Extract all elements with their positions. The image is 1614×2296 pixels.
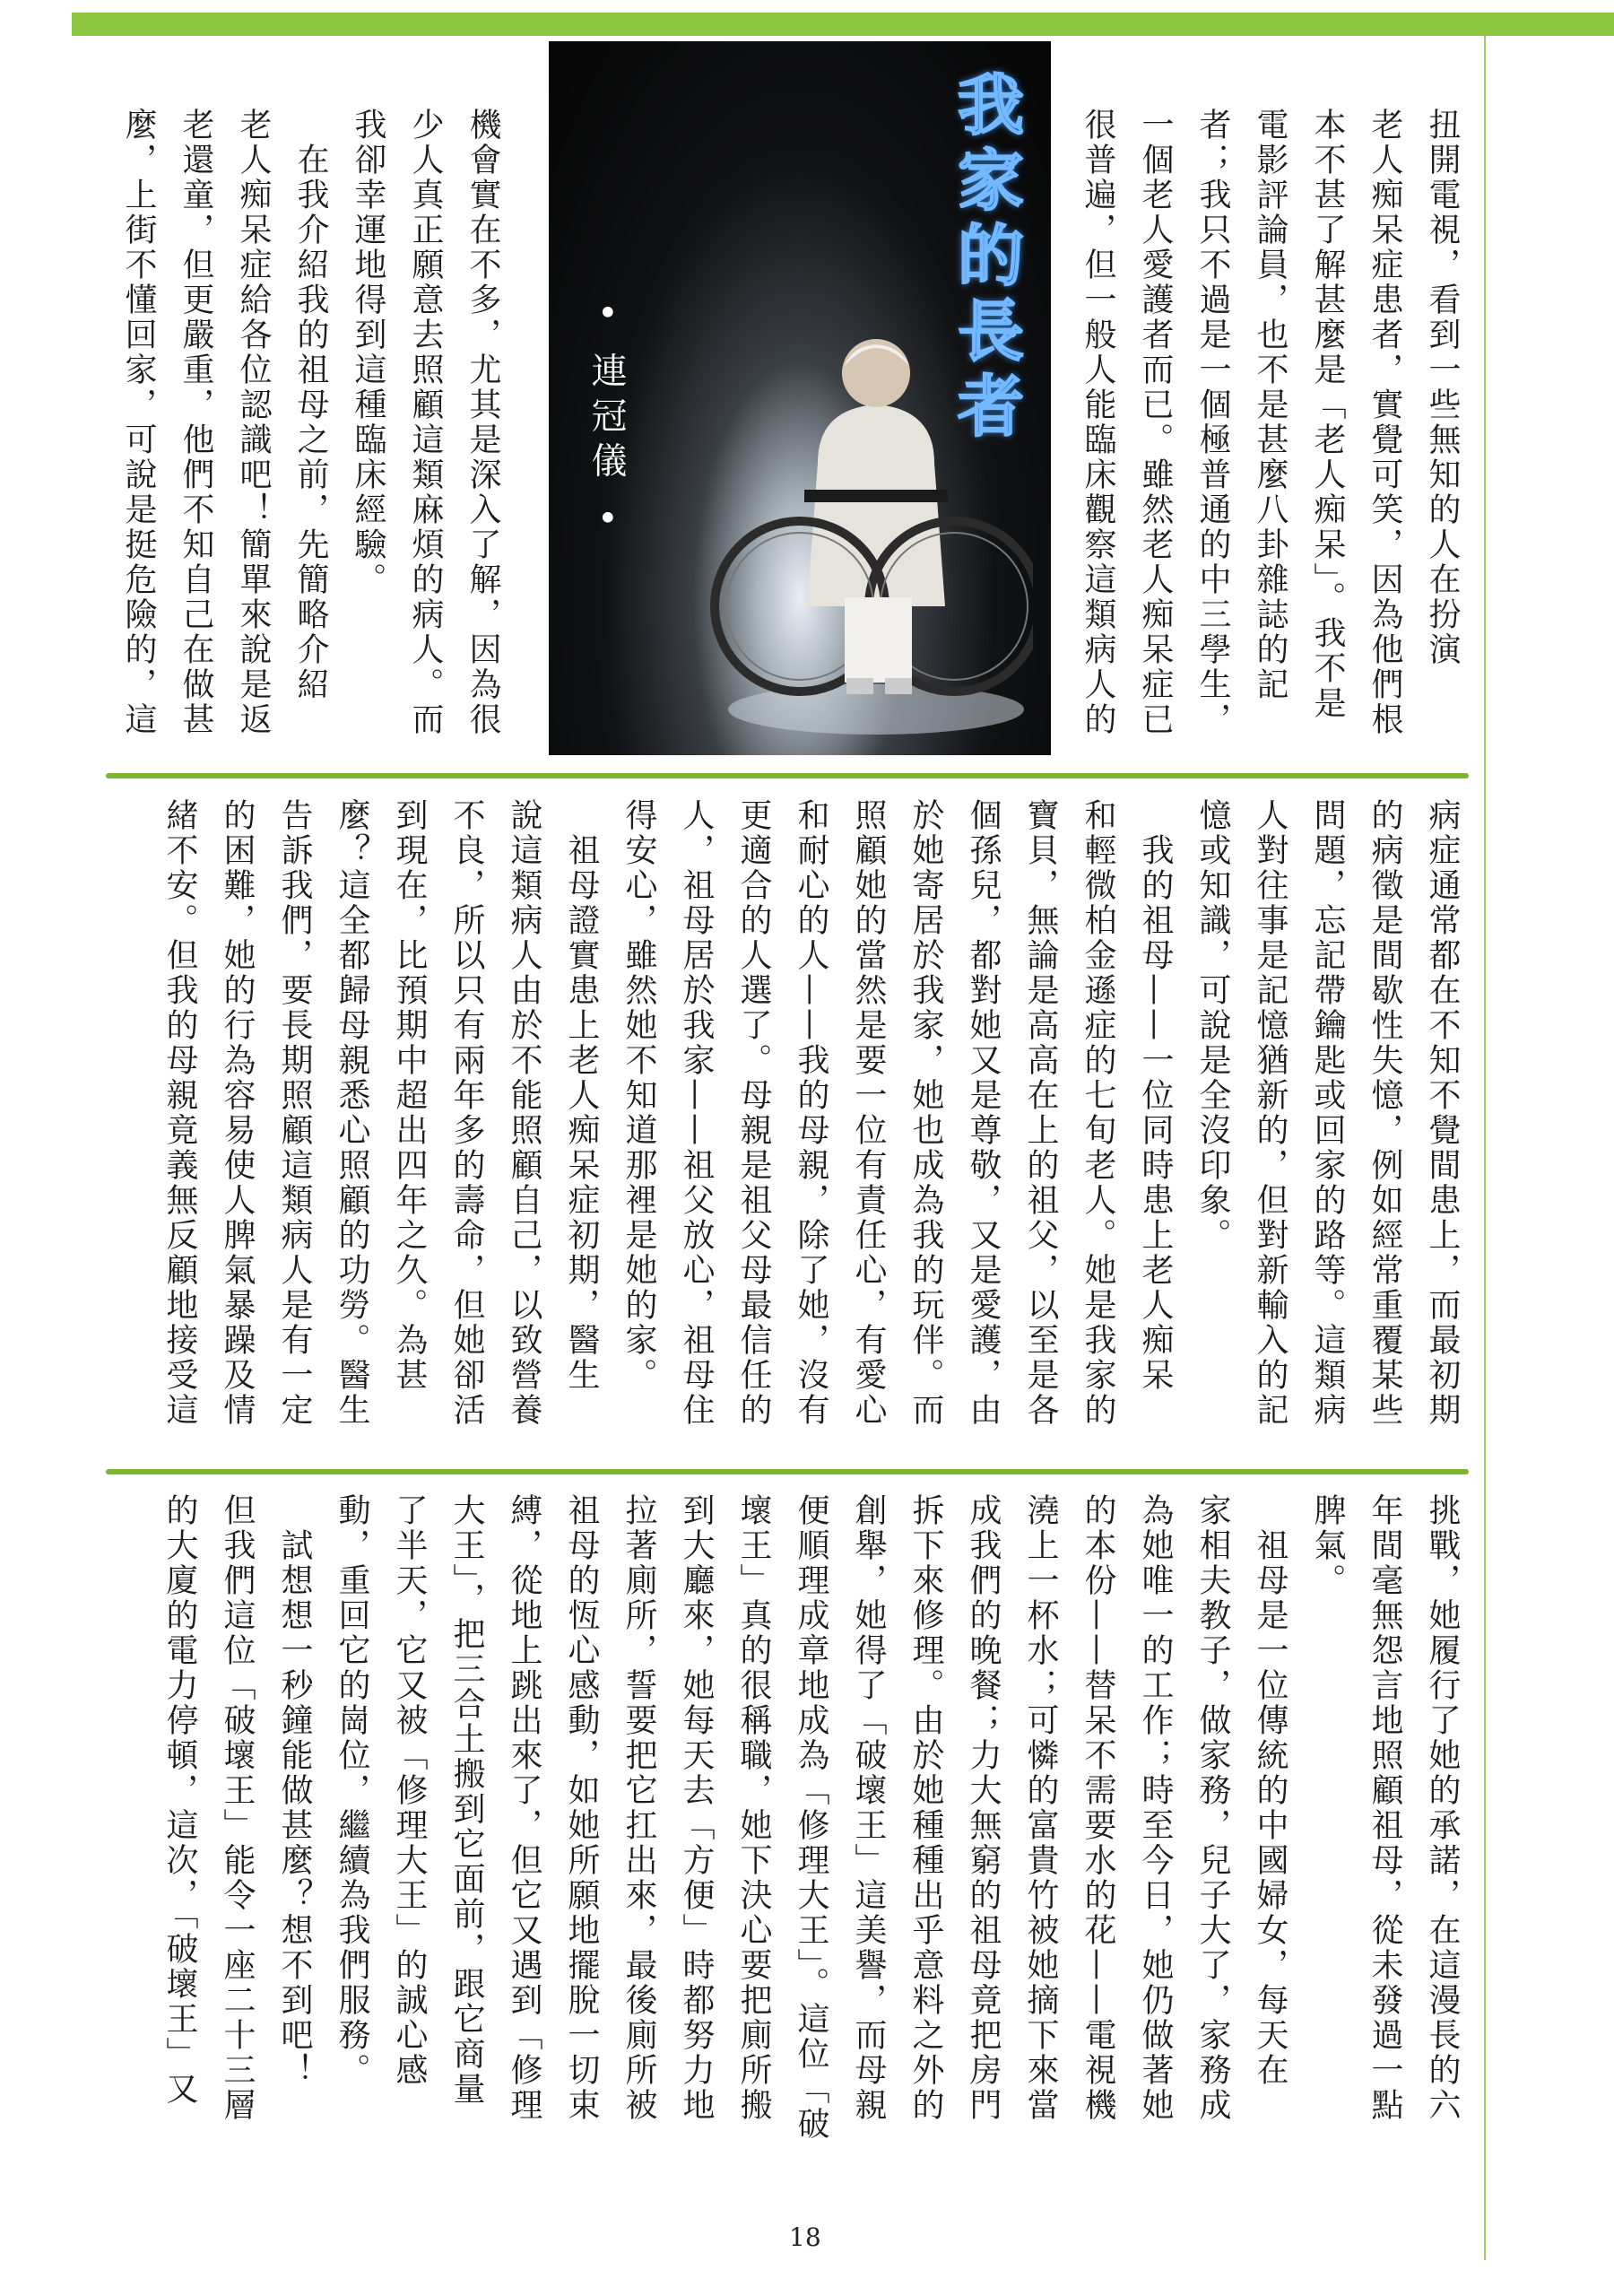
article-tier-2 xyxy=(134,798,1471,1453)
destroyer-king-paragraph: 挑戰，她履行了她的承諾，在這漫長的六 年間毫無怨言地照顧祖母，從未發過一點 脾氣。 祖母是一位傳統的中國婦女，每天在 家相夫教子，做家務，兒子大了，家務成 為她唯一的工作；時至今日，她仍做著她 的本份——替呆不需要水的花——電視機 澆上一杯水；可憐的富貴竹被她摘下來當 成我們的晚餐；力大無窮的祖母竟把房門 拆下來修理。由於她種種出乎意料之外的 創舉，她得了「破壞王」這美譽，而母親 便順理成章地成為「修理大王」。這位「破 壞王」真的很稱職，她下決心要把廁所搬 到大廳來，她每天去「方便」時都努力地 拉著廁所，誓要把它扛出來，最後廁所被 祖母的恆心感動，如她所願地擺脫一切束 縛，從地上跳出來了，但它又遇到「修理 大王」，把三合土搬到它面前，跟它商量 了半天，它又被「修理大王」的誠心感 動，重回它的崗位，繼續為我們服務。 試想想一秒鐘能做甚麼？想不到吧！ 但我們這位「破壞王」能令一座二十三層 的大廈的電力停頓，這次，「破壞王」又 xyxy=(161,1493,1461,2142)
article-tier-3 xyxy=(134,1493,1471,2202)
section-divider-2 xyxy=(106,1469,1469,1474)
intro-paragraph: 扭開電視，看到一些無知的人在扮演 老人痴呆症患者，實覺可笑，因為他們根 本不甚了解甚麼是「老人痴呆」。我不是 電影評論員，也不是甚麼八卦雜誌的記 者；我只不過是一個極普通的中三學生， 一個老人愛護者而已。雖然老人痴呆症已 很普遍，但一般人能臨床觀察這類病人的 xyxy=(1080,108,1461,737)
section-divider-1 xyxy=(106,773,1469,778)
top-green-bar xyxy=(72,13,1614,36)
grandmother-paragraph: 病症通常都在不知不覺間患上，而最初期 的病徵是間歇性失憶，例如經常重覆某些 問題，忘記帶鑰匙或回家的路等。這類病 人對往事是記憶猶新的，但對新輸入的記 憶或知識，可說是全沒印象。 我的祖母——一位同時患上老人痴呆 和輕微柏金遜症的七旬老人。她是我家的 寶貝，無論是高高在上的祖父，以至是各 個孫兒，都對她又是尊敬，又是愛護，由 於她寄居於我家，她也成為我的玩伴。而 照顧她的當然是要一位有責任心，有愛心 和耐心的人——我的母親，除了她，沒有 更適合的人選了。母親是祖父母最信任的 人，祖母居於我家——祖父放心，祖母住 得安心，雖然她不知道那裡是她的家。 祖母證實患上老人痴呆症初期，醫生 說這類病人由於不能照顧自己，以致營養 不良，所以只有兩年多的壽命，但她卻活 到現在，比預期中超出四年之久。為甚 麼？這全都歸母親悉心照顧的功勞。醫生 告訴我們，要長期照顧這類病人是有一定 的困難，她的行為容易使人脾氣暴躁及情 緒不安。但我的母親竟義無反顧地接受這 xyxy=(161,798,1461,1428)
article-photo xyxy=(549,41,1051,755)
page-number: 18 xyxy=(789,2222,821,2252)
right-margin-line xyxy=(1484,36,1486,2260)
article-title: 我家的長者 xyxy=(947,70,1024,447)
article-byline: • 連冠儀 • xyxy=(586,301,627,537)
intro-continuation: 機會實在不多，尤其是深入了解，因為很 少人真正願意去照顧這類麻煩的病人。而 我卻幸運地得到這種臨床經驗。 在我介紹我的祖母之前，先簡略介紹 老人痴呆症給各位認識吧！簡單來說是返 老還童，但更嚴重，他們不知自己在做甚 麼，上街不懂回家，可說是挺危險的，這 xyxy=(120,108,501,737)
